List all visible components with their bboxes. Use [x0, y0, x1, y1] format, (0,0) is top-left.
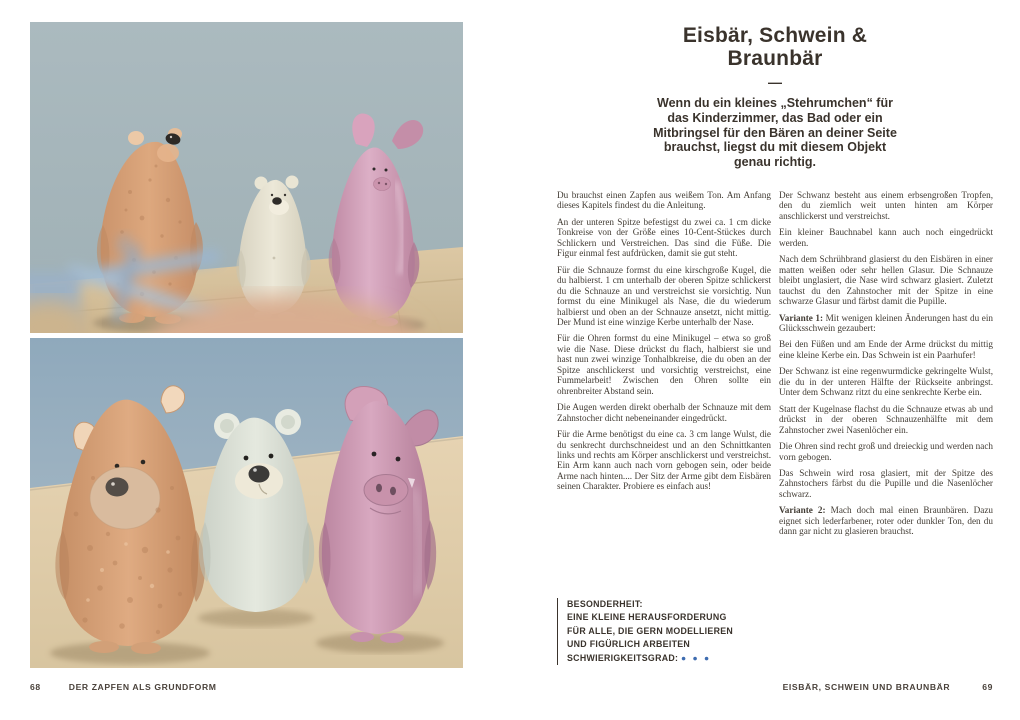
box-line: EINE KLEINE HERAUSFORDERUNG — [567, 612, 727, 623]
title-divider: — — [768, 74, 782, 90]
paragraph-variante-2: Variante 2: Mach doch mal einen Braunbären. Dazu eignet sich lederfarbener, roter oder dunkler Ton, den du dann gar nicht zu glasieren brauchst. — [779, 505, 993, 537]
page-title-line2: Braunbär — [727, 47, 823, 70]
page-number-left: 68 — [30, 682, 41, 692]
photo-bottom-figurines — [30, 338, 463, 668]
box-line: BESONDERHEIT: — [567, 599, 643, 609]
intro-text: Wenn du ein kleines „Stehrumchen“ für das Kinderzimmer, das Bad oder ein Mitbringsel für den Bären an deiner Seite brauchst, liegst du mit diesem Objekt genau richtig. — [653, 96, 897, 170]
photo-top-figurines — [30, 22, 463, 333]
chapter-title-block — [557, 24, 993, 170]
paragraph: Bei den Füßen und am Ende der Arme drückst du mittig eine kleine Kerbe ein. Das Schwein ist ein Paarhufer! — [779, 339, 993, 360]
text-column-left — [557, 190, 771, 498]
difficulty-row — [567, 652, 772, 665]
chapter-label-right: EISBÄR, SCHWEIN UND BRAUNBÄR — [782, 682, 951, 692]
footer-left-page — [30, 682, 217, 692]
besonderheit-box — [557, 598, 772, 665]
paragraph: Der Schwanz besteht aus einem erbsengroßen Tropfen, den du ziemlich weit unten hinten am Körper anschlickerst und verstreichst. — [779, 190, 993, 221]
page-title: Eisbär, Schwein & — [682, 24, 868, 47]
paragraph: Für die Schnauze formst du eine kirschgroße Kugel, die du halbierst. 1 cm unterhalb der oberen Spitze schlickerst du die Schnauze an und verstreichst sie vorsichtig. Nun formst du eine Minikugel als Nase, die du wiederum halbierst und oben an der Schnauze ansetzt, nicht mittig. Der Mund ist eine winzige Kerbe unterhalb der Nase. — [557, 264, 771, 327]
paragraph: Ein kleiner Bauchnabel kann auch noch eingedrückt werden. — [779, 227, 993, 248]
paragraph: Statt der Kugelnase flachst du die Schnauze etwas ab und drückst in der oberen Schnauzenhälfte mit dem Zahnstocher zwei Nasenlöcher ein. — [779, 403, 993, 435]
paragraph: Für die Ohren formst du eine Minikugel – etwa so groß wie die Nase. Diese drückst du flach, halbierst sie und hast nun zwei winzige Tonhalbkreise, die du oben an der Spitze anschlickerst und vorsichtig verstreichst, eine Fummelarbeit! Zwischen den Ohren sollte ein ohrenbreiter Abstand sein. — [557, 333, 771, 396]
page-number-right: 69 — [982, 682, 993, 692]
paragraph: An der unteren Spitze befestigst du zwei ca. 1 cm dicke Tonkreise von der Größe eines 10-Cent-Stückes durch Schlickern und Verstreichen. Das sind die Füße. Die Figur einmal fest aufdrücken, damit sie gut steht. — [557, 216, 771, 259]
text-column-right — [779, 190, 993, 543]
photo-bottom-illustration — [30, 338, 463, 668]
paragraph-variante-1: Variante 1: Mit wenigen kleinen Änderungen hast du ein Glücksschwein gezaubert: — [779, 312, 993, 333]
paragraph: Das Schwein wird rosa glasiert, mit der Spitze des Zahnstochers färbst du die Pupille und die Nasenlöcher schwarz. — [779, 467, 993, 499]
footer-right-page — [700, 682, 993, 692]
chapter-label-left: DER ZAPFEN ALS GRUNDFORM — [68, 682, 217, 692]
paragraph: Der Schwanz ist eine regenwurmdicke gekringelte Wulst, die du in der unteren Hälfte der Rückseite anbringst. Unter dem Schwanz ritzt du eine senkrechte Kerbe ein. — [779, 366, 993, 398]
box-line: FÜR ALLE, DIE GERN MODELLIEREN — [567, 625, 734, 636]
paragraph: Die Ohren sind recht groß und dreieckig und werden nach vorn gebogen. — [779, 441, 993, 462]
paragraph: Du brauchst einen Zapfen aus weißem Ton. Am Anfang dieses Kapitels findest du die Anleitung. — [557, 190, 771, 211]
difficulty-label: SCHWIERIGKEITSGRAD: — [567, 652, 682, 663]
box-line: UND FIGÜRLICH ARBEITEN — [567, 639, 691, 650]
paragraph: Die Augen werden direkt oberhalb der Schnauze mit dem Zahnstocher dicht nebeneinander eingedrückt. — [557, 402, 771, 423]
paragraph: Für die Arme benötigst du eine ca. 3 cm lange Wulst, die du senkrecht durchschneidest und an den Schnittkanten links und rechts am Körper anschlickerst und verstreichst. Ein Arm kann auch nach vorn gebogen sein, oder beide Arme nach hinten.... Der Sitz der Arme gibt dem Eisbären seinen Charakter. Probiere es einfach aus! — [557, 429, 771, 492]
paragraph: Nach dem Schrühbrand glasierst du den Eisbären in einer matten weißen oder sehr hellen Glasur. Die Schnauze bleibt unglasiert, die Nase wird schwarz glasiert. Zuletzt tauchst du den Zahnstocher mit der Spitze in eine schwarze Glasur und färbst damit die Pupille. — [779, 254, 993, 307]
difficulty-dots: ● ● ● — [681, 652, 712, 663]
photo-top-illustration — [30, 22, 463, 333]
